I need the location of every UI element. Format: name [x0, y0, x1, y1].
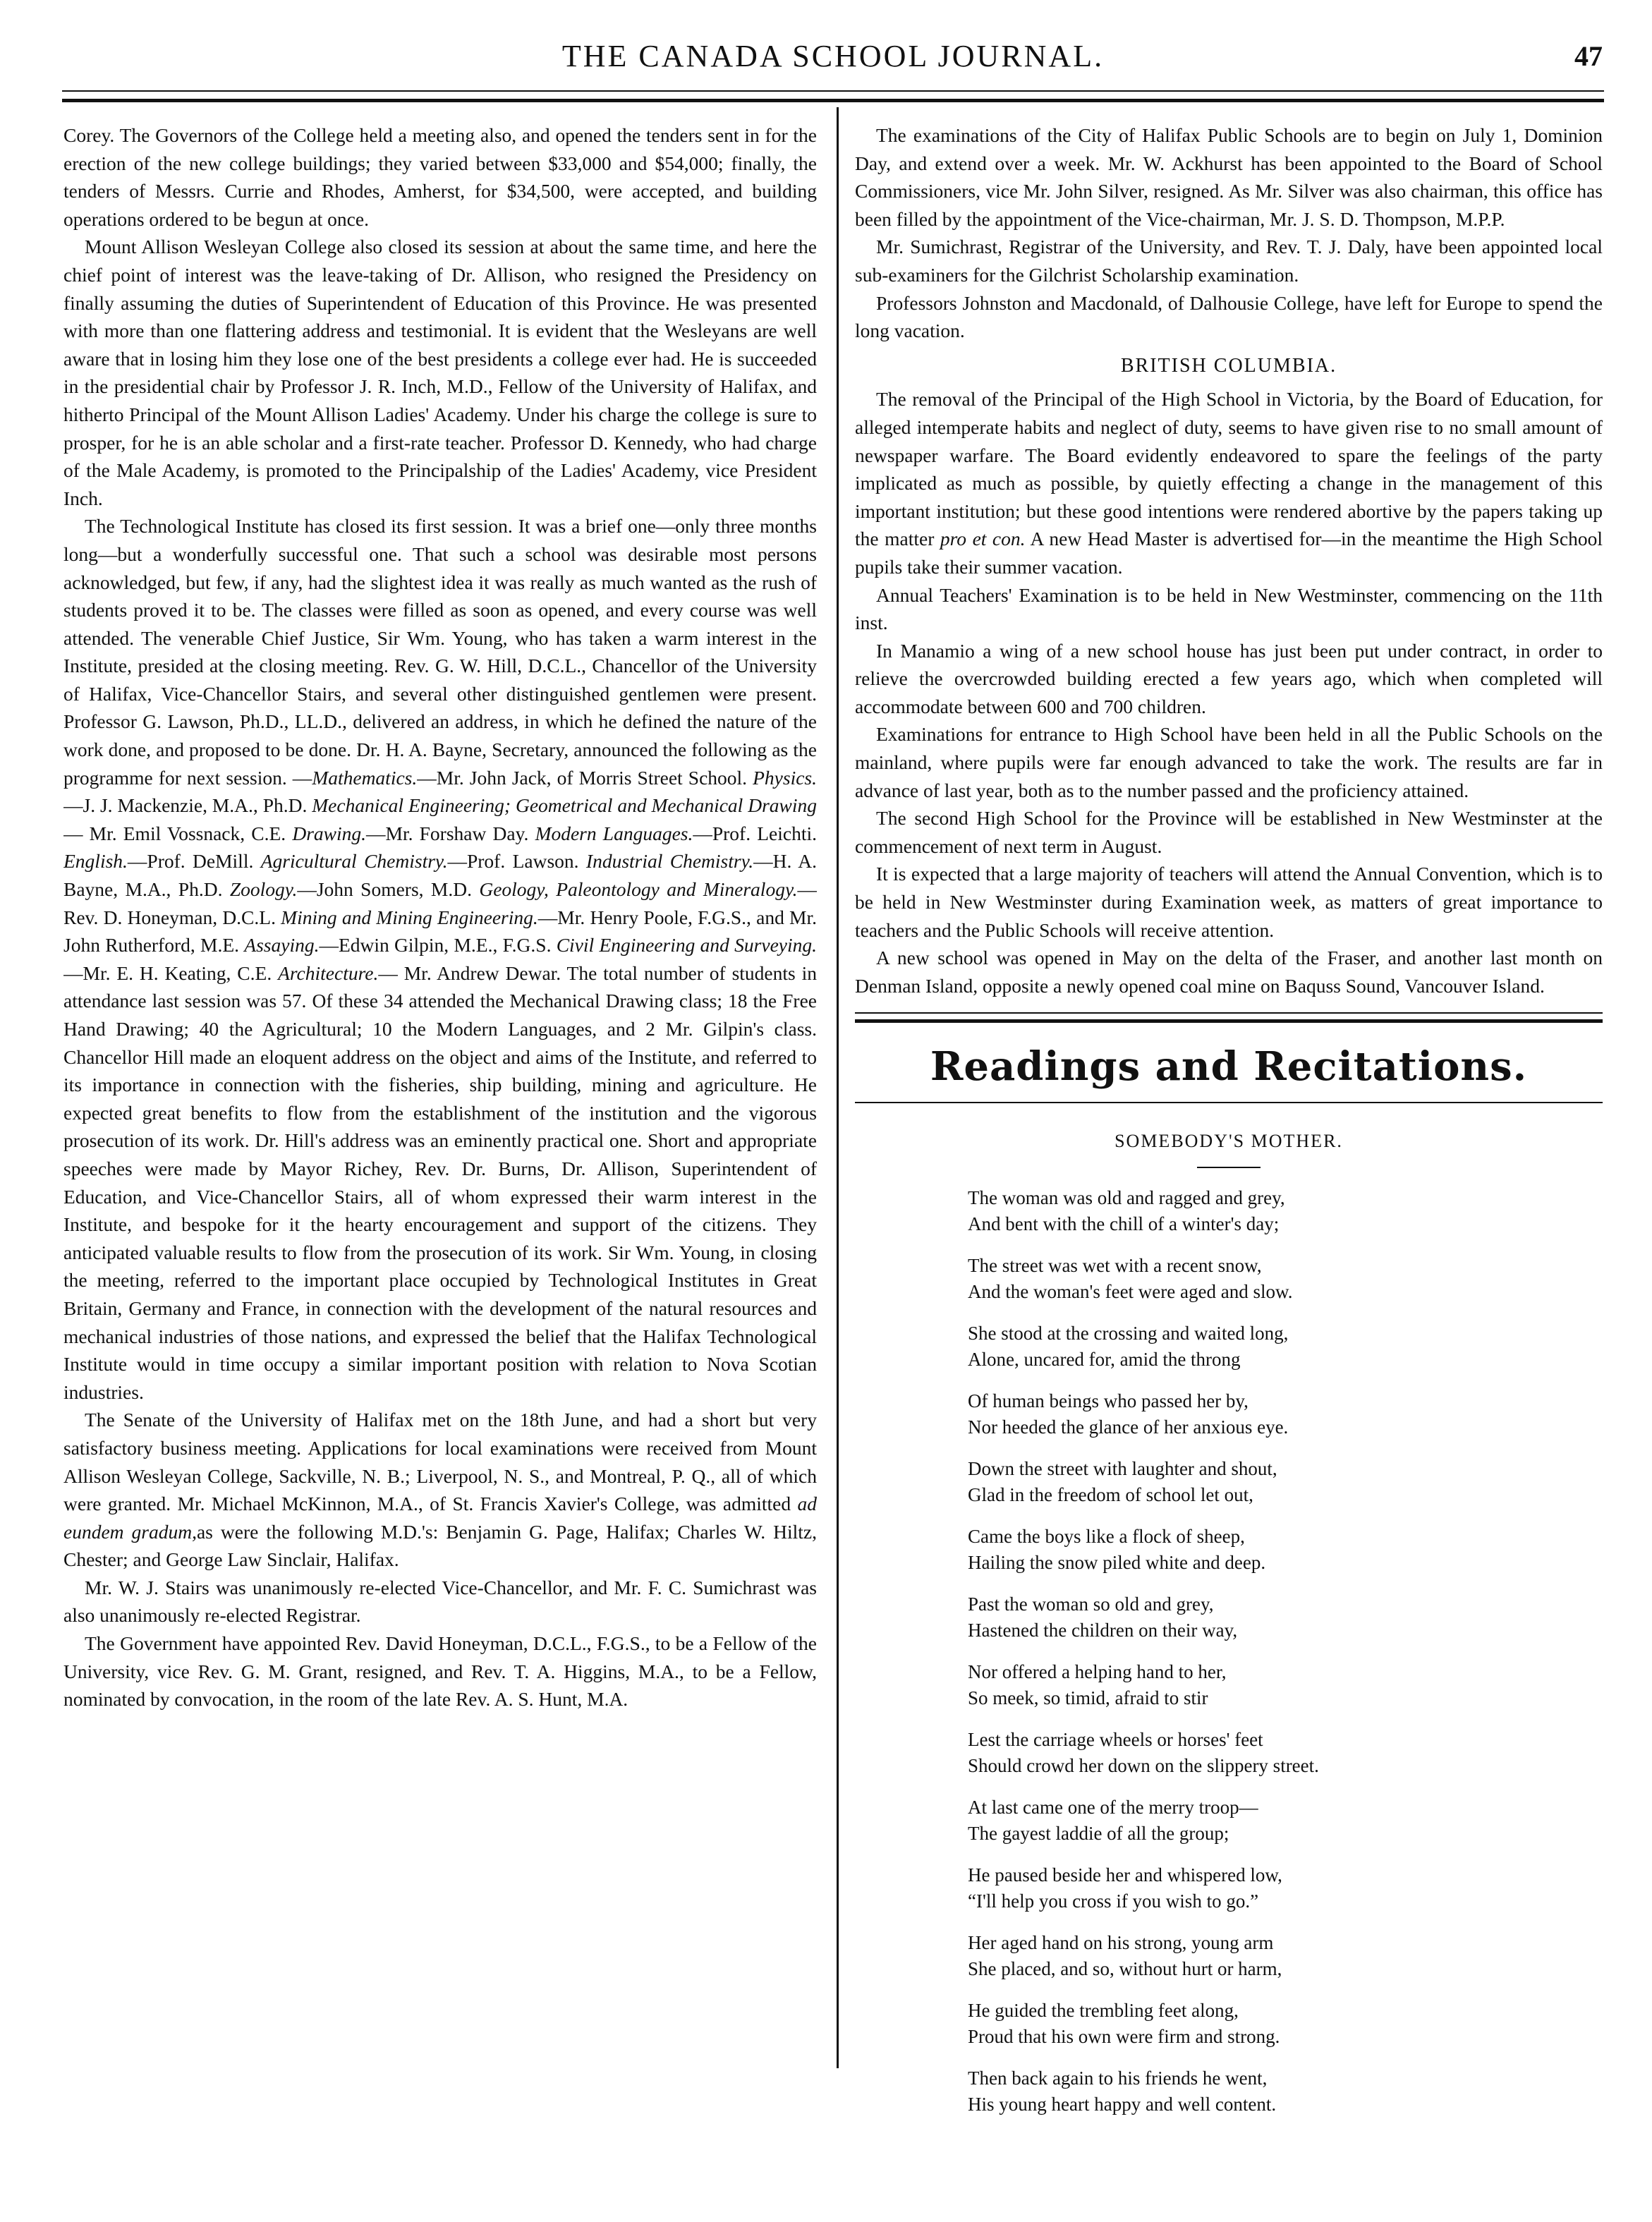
paragraph: A new school was opened in May on the delta of the Fraser, and another last month on Denman Island, opposite a newly opened coal mine on Baquss Sound, Vancouver Island.: [855, 947, 1603, 997]
left-column: [63, 121, 817, 2068]
poem-stanza: [968, 1591, 1603, 1644]
poem-line: Lest the carriage wheels or horses' feet: [968, 1729, 1263, 1750]
poem-line: Should crowd her down on the slippery street.: [968, 1755, 1319, 1776]
poem-line: Proud that his own were firm and strong.: [968, 2026, 1280, 2047]
paragraph: Professors Johnston and Macdonald, of Dalhousie College, have left for Europe to spend the long vacation.: [855, 291, 1603, 342]
poem-stanza: [968, 1388, 1603, 1440]
poem-line: Came the boys like a flock of sheep,: [968, 1526, 1245, 1547]
subject: Modern Languages.: [535, 822, 693, 844]
paragraph: The second High School for the Province will be established in New Westminster at the commencement of next term in August.: [855, 807, 1603, 857]
poem-line: Of human beings who passed her by,: [968, 1390, 1249, 1411]
page-number: 47: [1574, 40, 1603, 72]
poem-stanza: [968, 1727, 1603, 1779]
subject: Agricultural Chemistry.: [260, 850, 448, 873]
paragraph: Mount Allison Wesleyan College also closed its session at about the same time, and here the chief point of interest was the leave-taking of Dr. Allison, who resigned the Presidency on finally assuming the duties of Superintendent of Education of this Province. He was presented with more than one flattering address and testimonial. It is evident that the Wesleyans are well aware that in losing him they lose one of the best presidents a college ever had. He is succeeded in the presidential chair by Professor J. R. Inch, M.D., Fellow of the University of Halifax, and hitherto Principal of the Mount Allison Ladies' Academy. Under his charge the college is sure to prosper, for he is an able scholar and a first-rate teacher. Professor D. Kennedy, who had charge of the Male Academy, is promoted to the Principalship of the Ladies' Academy, vice President Inch.: [63, 236, 817, 509]
journal-title: THE CANADA SCHOOL JOURNAL.: [561, 39, 1105, 73]
text-run: —Mr. E. H. Keating, C.E.: [63, 961, 272, 984]
poem-line: She placed, and so, without hurt or harm,: [968, 1958, 1282, 1979]
poem-line: Nor heeded the glance of her anxious eye.: [968, 1416, 1289, 1438]
text-run: —Prof. Lawson.: [447, 850, 579, 873]
poem-stanza: [968, 1659, 1603, 1711]
latin-phrase: ad eundem gradum,: [63, 1493, 817, 1543]
poem-stanza: [968, 1253, 1603, 1305]
subject: Architecture.: [278, 961, 379, 984]
poem: [855, 1185, 1603, 2118]
poem-line: The woman was old and ragged and grey,: [968, 1187, 1285, 1208]
text-run: —Rev. D. Honeyman, D.C.L.: [63, 878, 817, 928]
poem-line: She stood at the crossing and waited long,: [968, 1323, 1289, 1344]
poem-line: Then back again to his friends he went,: [968, 2068, 1268, 2089]
text-run: The Senate of the University of Halifax met on the 18th June, and had a short but very satisfactory business meeting. Applications for local examinations were received from Mount Allison Wesleyan College, Sackville, N. B.; Liverpool, N. S., and Montreal, P. Q., all of which were granted. Mr. Michael McKinnon, M.A., of St. Francis Xavier's College, was admitted: [63, 1409, 817, 1515]
poem-title: SOMEBODY'S MOTHER.: [1115, 1131, 1343, 1152]
poem-stanza: [968, 1795, 1603, 1847]
text-run: —Edwin Gilpin, M.E., F.G.S.: [319, 934, 552, 957]
text-run: —J. J. Mackenzie, M.A., Ph.D.: [63, 794, 308, 817]
poem-line: The gayest laddie of all the group;: [968, 1823, 1229, 1844]
page-header: [63, 37, 1603, 79]
paragraph: [855, 385, 1603, 581]
paragraph: The Government have appointed Rev. David Honeyman, D.C.L., F.G.S., to be a Fellow of the University, vice Rev. G. M. Grant, resigned, and Rev. T. A. Higgins, M.A., to be a Fellow, nominated by convocation, in the room of the late Rev. A. S. Hunt, M.A.: [63, 1632, 817, 1711]
section-heading-british-columbia: BRITISH COLUMBIA.: [1120, 354, 1337, 377]
poem-title-rule: [1197, 1167, 1261, 1168]
readings-heading: Readings and Recitations.: [930, 1043, 1528, 1091]
poem-stanza: [968, 1524, 1603, 1576]
poem-stanza: [968, 1862, 1603, 1914]
poem-line: Hailing the snow piled white and deep.: [968, 1552, 1266, 1573]
subject: Physics.: [753, 766, 817, 789]
text-run: — Mr. Andrew Dewar. The total number of students in attendance last session was 57. Of these 34 attended the Mechanical Drawing class; 18 the Free Hand Drawing; 40 the Agricultural; 10 the Modern Languages, and 2 Mr. Gilpin's class. Chancellor Hill made an eloquent address on the object and aims of the Institute, and referred to its importance in connection with the fisheries, ship building, mining and agriculture. He expected great benefits to flow from the establishment of the institution and the vigorous prosecution of its work. Dr. Hill's address was an eminently practical one. Short and appropriate speeches were made by Mayor Richey, Rev. Dr. Burns, Dr. Allison, Superintendent of Education, and Vice-Chancellor Stairs, all of whom expressed their warm interest in the Institute, and bespoke for it the hearty encouragement and support of the citizens. They anticipated valuable results to flow from the prosecution of its work. Sir Wm. Young, in closing the meeting, referred to the important place occupied by Technological Institutes in Great Britain, Germany and France, in connection with the development of the natural resources and mechanical industries of those nations, and expressed the belief that the Halifax Technological Institute would in time occupy a similar important position with relation to Nova Scotian industries.: [63, 961, 817, 1403]
poem-stanza: [968, 1185, 1603, 1237]
text-run: — Mr. Emil Vossnack, C.E.: [63, 822, 286, 844]
paragraph-senate: [63, 1406, 817, 1574]
paragraph: Annual Teachers' Examination is to be held in New Westminster, commencing on the 11th inst.: [855, 583, 1603, 634]
poem-line: Her aged hand on his strong, young arm: [968, 1932, 1274, 1953]
subject: Zoology.: [229, 878, 298, 901]
poem-line: At last came one of the merry troop—: [968, 1797, 1258, 1818]
poem-line: The street was wet with a recent snow,: [968, 1255, 1262, 1276]
poem-line: So meek, so timid, afraid to stir: [968, 1687, 1208, 1708]
poem-stanza: [968, 1456, 1603, 1508]
poem-line: Nor offered a helping hand to her,: [968, 1661, 1227, 1682]
text-run: —Mr. John Jack, of Morris Street School.: [417, 766, 748, 789]
latin-phrase: pro et con.: [940, 528, 1026, 550]
subject: Assaying.: [244, 934, 320, 957]
text-run: —Mr. Henry Poole, F.G.S., and Mr. John Rutherford, M.E.: [63, 906, 817, 957]
poem-line: “I'll help you cross if you wish to go.”: [968, 1890, 1259, 1912]
subject: Mechanical Engineering; Geometrical and Mechanical Drawing: [312, 794, 817, 817]
section-rule-thin: [855, 1012, 1603, 1014]
poem-line: Glad in the freedom of school let out,: [968, 1484, 1253, 1505]
paragraph: It is expected that a large majority of teachers will attend the Annual Convention, which is to be held in New Westminster during Examination week, as matters of great importance to teachers and the Public Schools will receive attention.: [855, 863, 1603, 941]
poem-line: And the woman's feet were aged and slow.: [968, 1281, 1293, 1302]
paragraph: Examinations for entrance to High School have been held in all the Public Schools on the mainland, where pupils were far enough advanced to take the work. The results are far in advance of last year, both as to the number passed and the proficiency attained.: [855, 723, 1603, 801]
poem-stanza: [968, 1930, 1603, 1982]
subject: Civil Engineering and Surveying.: [556, 934, 817, 957]
subject: English.: [63, 850, 128, 873]
paragraph: Mr. W. J. Stairs was unanimously re-elected Vice-Chancellor, and Mr. F. C. Sumichrast was also unanimously re-elected Registrar.: [63, 1576, 817, 1627]
paragraph: The examinations of the City of Halifax Public Schools are to begin on July 1, Dominion Day, and extend over a week. Mr. W. Ackhurst has been appointed to the Board of School Commissioners, vice Mr. John Silver, resigned. As Mr. Silver was also chairman, this office has been filled by the appointment of the Vice-chairman, Mr. J. S. D. Thompson, M.P.P.: [855, 124, 1603, 230]
paragraph: In Manamio a wing of a new school house has just been put under contract, in order to relieve the overcrowded building erected a few years ago, which when completed will accommodate between 600 and 700 children.: [855, 639, 1603, 717]
poem-line: Down the street with laughter and shout,: [968, 1458, 1277, 1479]
subject: Mathematics.: [312, 766, 418, 789]
right-column: [855, 121, 1603, 2133]
text-run: —Prof. Leichti.: [693, 822, 817, 844]
poem-line: Alone, uncared for, amid the throng: [968, 1349, 1241, 1370]
paragraph: Corey. The Governors of the College held a meeting also, and opened the tenders sent in for the erection of the new college buildings; they varied between $33,000 and $54,000; finally, the tenders of Messrs. Currie and Rhodes, Amherst, for $34,500, were accepted, and building operations ordered to be begun at once.: [63, 124, 817, 230]
subject: Industrial Chemistry.: [585, 850, 754, 873]
text-run: —Mr. Forshaw Day.: [366, 822, 529, 844]
text-run: —H. A. Bayne, M.A., Ph.D.: [63, 850, 817, 901]
poem-line: He paused beside her and whispered low,: [968, 1864, 1282, 1886]
header-rule-thick: [62, 99, 1604, 102]
subject: Geology, Paleontology and Mineralogy.: [479, 878, 798, 901]
text-run: —John Somers, M.D.: [297, 878, 472, 901]
text-run: The removal of the Principal of the High School in Victoria, by the Board of Education, for alleged intemperate habits and neglect of duty, seems to have given rise to no small amount of newspaper warfare. The Board evidently endeavored to spare the feelings of the party implicated as much as possible, by quietly effecting a change in the management of this important institution; but these good intentions were rendered abortive by the papers taking up the matter: [855, 388, 1603, 550]
text-run: as were the following M.D.'s: Benjamin G. Page, Halifax; Charles W. Hiltz, Chester; and George Law Sinclair, Halifax.: [63, 1520, 817, 1571]
subject: Drawing.: [292, 822, 367, 844]
section-rule-thin: [855, 1102, 1603, 1103]
poem-line: And bent with the chill of a winter's day;: [968, 1213, 1280, 1234]
text-run: A new Head Master is advertised for—in the meantime the High School pupils take their summer vacation.: [855, 528, 1603, 578]
paragraph: Mr. Sumichrast, Registrar of the University, and Rev. T. J. Daly, have been appointed local sub-examiners for the Gilchrist Scholarship examination.: [855, 236, 1603, 286]
text-run: The Technological Institute has closed its first session. It was a brief one—only three months long—but a wonderfully successful one. That such a school was desirable most persons acknowledged, but few, if any, had the slightest idea it was really as much wanted as the rush of students proved it to be. The classes were filled as soon as opened, and every course was well attended. The venerable Chief Justice, Sir Wm. Young, who has taken a warm interest in the Institute, presided at the closing meeting. Rev. G. W. Hill, D.C.L., Chancellor of the University of Halifax, Vice-Chancellor Stairs, and several other distinguished gentlemen were present. Professor G. Lawson, Ph.D., LL.D., delivered an address, in which he defined the nature of the work done, and proposed to be done. Dr. H. A. Bayne, Secretary, announced the following as the programme for next session. —: [63, 515, 817, 789]
poem-stanza: [968, 2065, 1603, 2118]
poem-stanza: [968, 1321, 1603, 1373]
column-divider: [837, 107, 839, 2068]
subject: Mining and Mining Engineering.: [281, 906, 538, 928]
poem-line: His young heart happy and well content.: [968, 2094, 1277, 2115]
paragraph-technological-institute: [63, 512, 817, 1406]
poem-line: Past the woman so old and grey,: [968, 1593, 1214, 1615]
poem-stanza: [968, 1998, 1603, 2050]
text-run: —Prof. DeMill.: [127, 850, 254, 873]
poem-line: Hastened the children on their way,: [968, 1620, 1238, 1641]
section-rule-thick: [855, 1019, 1603, 1023]
header-rule-thin: [62, 90, 1604, 92]
poem-line: He guided the trembling feet along,: [968, 2000, 1239, 2021]
